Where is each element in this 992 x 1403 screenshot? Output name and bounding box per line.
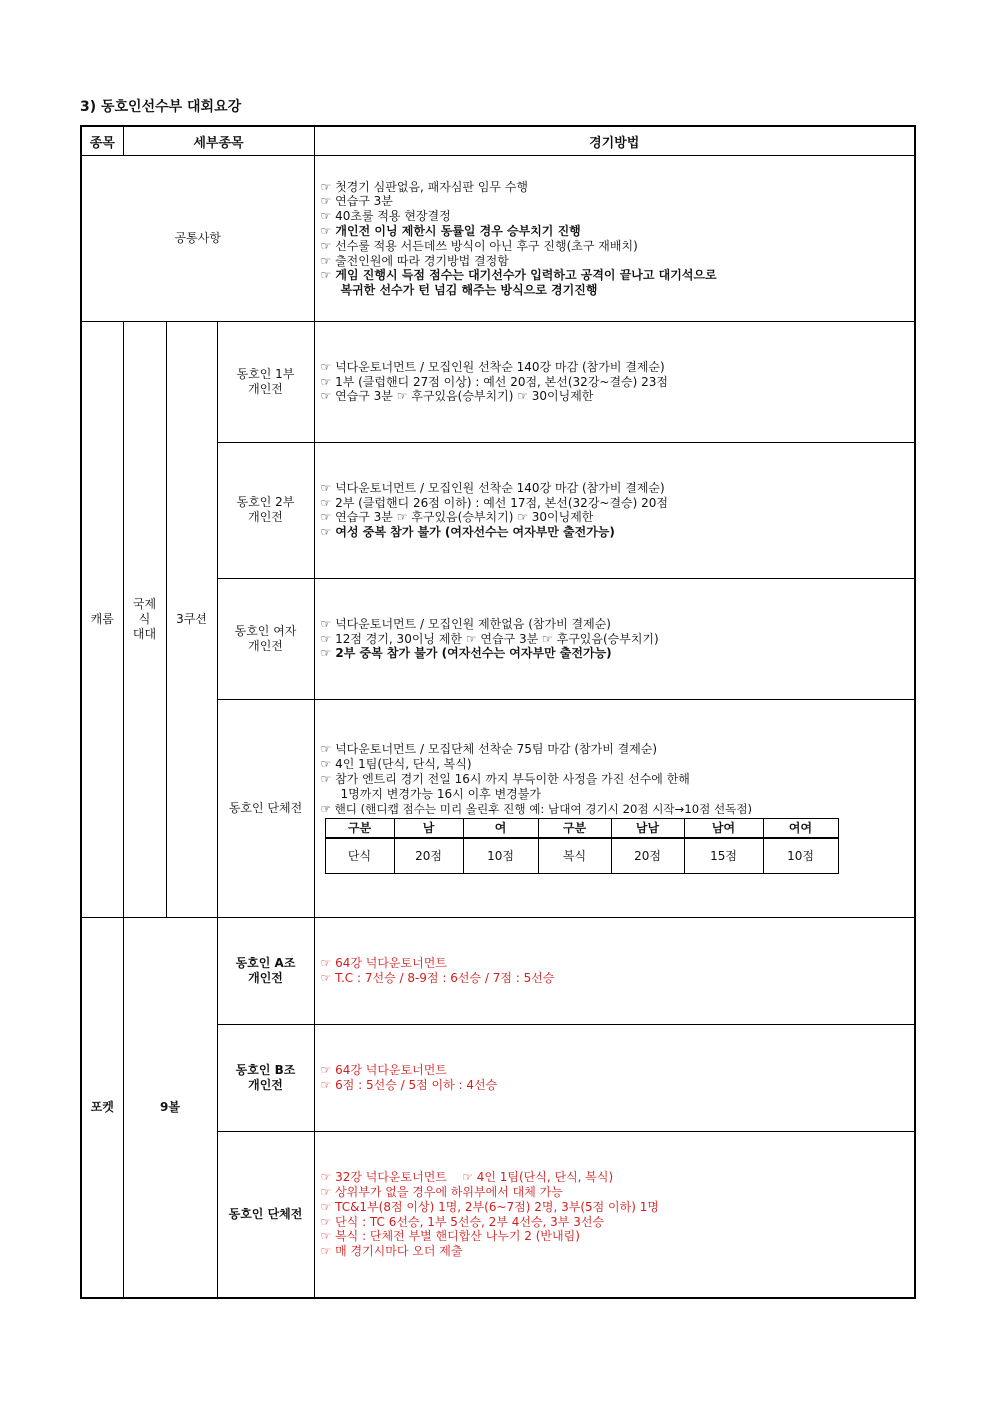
common-row: [81, 156, 915, 322]
rule-line: ☞ 연습구 3분 ☞ 후구있음(승부치기) ☞ 30이닝제한: [320, 510, 594, 525]
event-content: [314, 322, 915, 442]
handicap-header: 여여: [763, 819, 838, 839]
rule-line: ☞ 개인전 이닝 제한시 동률일 경우 승부치기 진행: [320, 223, 581, 238]
rule-line: ☞ 40초룰 적용 현장결정: [320, 209, 451, 224]
rule-line: ☞ 넉다운토너먼트 / 모집인원 선착순 140강 마감 (참가비 결제순): [320, 359, 665, 374]
event-name: 동호인 A조 개인전: [217, 917, 314, 1024]
rule-line: ☞ 넉다운토너먼트 / 모집인원 선착순 140강 마감 (참가비 결제순): [320, 480, 665, 495]
rule-line: ☞ 1부 (클럽핸디 27점 이상) : 예선 20점, 본선(32강~결승) 23점: [320, 374, 669, 389]
handicap-header: 여: [463, 819, 538, 839]
rule-line: ☞ 상위부가 없을 경우에 하위부에서 대체 가능: [320, 1184, 563, 1199]
section-heading: 3) 동호인선수부 대회요강: [80, 99, 242, 115]
carom-table-type: 국제 식 대대: [123, 322, 166, 917]
rule-line: ☞ 4인 1팀(단식, 단식, 복식): [320, 757, 472, 772]
rule-line: ☞ 복식 : 단체전 부별 핸디합산 나누기 2 (반내림): [320, 1229, 580, 1244]
event-name: 동호인 2부 개인전: [217, 442, 314, 578]
rule-line: ☞ 핸디 (핸디캡 점수는 미리 올린후 진행 예: 남대여 경기시 20점 시작→10점 선독점): [320, 801, 753, 816]
rule-line: ☞ T.C : 7선승 / 8-9점 : 6선승 / 7점 : 5선승: [320, 970, 555, 985]
rule-line: ☞ TC&1부(8점 이상) 1명, 2부(6~7점) 2명, 3부(5점 이하) 1명: [320, 1199, 659, 1214]
handicap-cell: 10점: [463, 838, 538, 874]
rule-line: ☞ 6점 : 5선승 / 5점 이하 : 4선승: [320, 1077, 498, 1092]
handicap-cell: 복식: [538, 838, 611, 874]
rule-line: 복귀한 선수가 턴 넘김 해주는 방식으로 경기진행: [340, 283, 598, 298]
rule-line: ☞ 연습구 3분 ☞ 후구있음(승부치기) ☞ 30이닝제한: [320, 389, 594, 404]
handicap-header: 남남: [611, 819, 684, 839]
carom-game-type: 3쿠션: [166, 322, 217, 917]
handicap-cell: 20점: [611, 838, 684, 874]
event-content: [314, 700, 915, 917]
event-content: [314, 1132, 915, 1298]
rule-line: ☞ 32강 넉다운토너먼트 ☞ 4인 1팀(단식, 단식, 복식): [320, 1170, 614, 1185]
tournament-rules-table: [80, 125, 916, 1299]
rule-line: ☞ 매 경기시마다 오더 제출: [320, 1244, 463, 1259]
header-row: [81, 126, 915, 156]
event-content: [314, 578, 915, 699]
rule-line: ☞ 2부 (클럽핸디 26점 이하) : 예선 17점, 본선(32강~결승) 20점: [320, 495, 669, 510]
rule-line: ☞ 첫경기 심판없음, 패자심판 임무 수행: [320, 179, 529, 194]
handicap-cell: 10점: [763, 838, 838, 874]
handicap-header-row: [325, 819, 838, 839]
event-content: [314, 442, 915, 578]
handicap-header: 남: [394, 819, 463, 839]
header-category: 종목: [81, 126, 123, 156]
event-content: [314, 917, 915, 1024]
handicap-header: 남여: [684, 819, 763, 839]
handicap-cell: 15점: [684, 838, 763, 874]
handicap-table: [325, 818, 839, 874]
common-content: [314, 156, 915, 322]
rule-line: ☞ 단식 : TC 6선승, 1부 5선승, 2부 4선승, 3부 3선승: [320, 1214, 605, 1229]
handicap-value-row: [325, 838, 838, 874]
event-name: 동호인 단체전: [217, 700, 314, 917]
event-name: 동호인 여자 개인전: [217, 578, 314, 699]
pocket-game-type: 9볼: [123, 917, 217, 1298]
rule-line: ☞ 연습구 3분: [320, 194, 393, 209]
rule-line: ☞ 참가 엔트리 경기 전일 16시 까지 부득이한 사정을 가진 선수에 한해: [320, 772, 690, 787]
carom-1bu-row: [81, 322, 915, 442]
handicap-cell: 20점: [394, 838, 463, 874]
rule-line: ☞ 넉다운토너먼트 / 모집단체 선착순 75팀 마감 (참가비 결제순): [320, 742, 658, 757]
rule-line: ☞ 출전인원에 따라 경기방법 결정함: [320, 253, 509, 268]
rule-line: ☞ 64강 넉다운토너먼트: [320, 1063, 447, 1078]
common-label: 공통사항: [81, 156, 314, 322]
event-name: 동호인 1부 개인전: [217, 322, 314, 442]
rule-line: ☞ 넉다운토너먼트 / 모집인원 제한없음 (참가비 결제순): [320, 616, 611, 631]
header-detail: 세부종목: [123, 126, 314, 156]
event-name: 동호인 단체전: [217, 1132, 314, 1298]
rule-line: ☞ 2부 중복 참가 불가 (여자선수는 여자부만 출전가능): [320, 646, 612, 661]
rule-line: ☞ 게임 진행시 득점 점수는 대기선수가 입력하고 공격이 끝나고 대기석으로: [320, 268, 717, 283]
event-content: [314, 1024, 915, 1131]
rule-line: ☞ 선수룰 적용 서든데쓰 방식이 아닌 후구 진행(초구 재배치): [320, 238, 638, 253]
header-method: 경기방법: [314, 126, 915, 156]
rule-line: ☞ 12점 경기, 30이닝 제한 ☞ 연습구 3분 ☞ 후구있음(승부치기): [320, 631, 659, 646]
handicap-header: 구분: [538, 819, 611, 839]
pocket-label: 포켓: [81, 917, 123, 1298]
rule-line: ☞ 64강 넉다운토너먼트: [320, 955, 447, 970]
rule-line: ☞ 여성 중복 참가 불가 (여자선수는 여자부만 출전가능): [320, 525, 615, 540]
rule-line: 1명까지 변경가능 16시 이후 변경불가: [340, 786, 541, 801]
event-name: 동호인 B조 개인전: [217, 1024, 314, 1131]
pocket-a-row: [81, 917, 915, 1024]
handicap-header: 구분: [325, 819, 394, 839]
carom-label: 캐롬: [81, 322, 123, 917]
handicap-cell: 단식: [325, 838, 394, 874]
